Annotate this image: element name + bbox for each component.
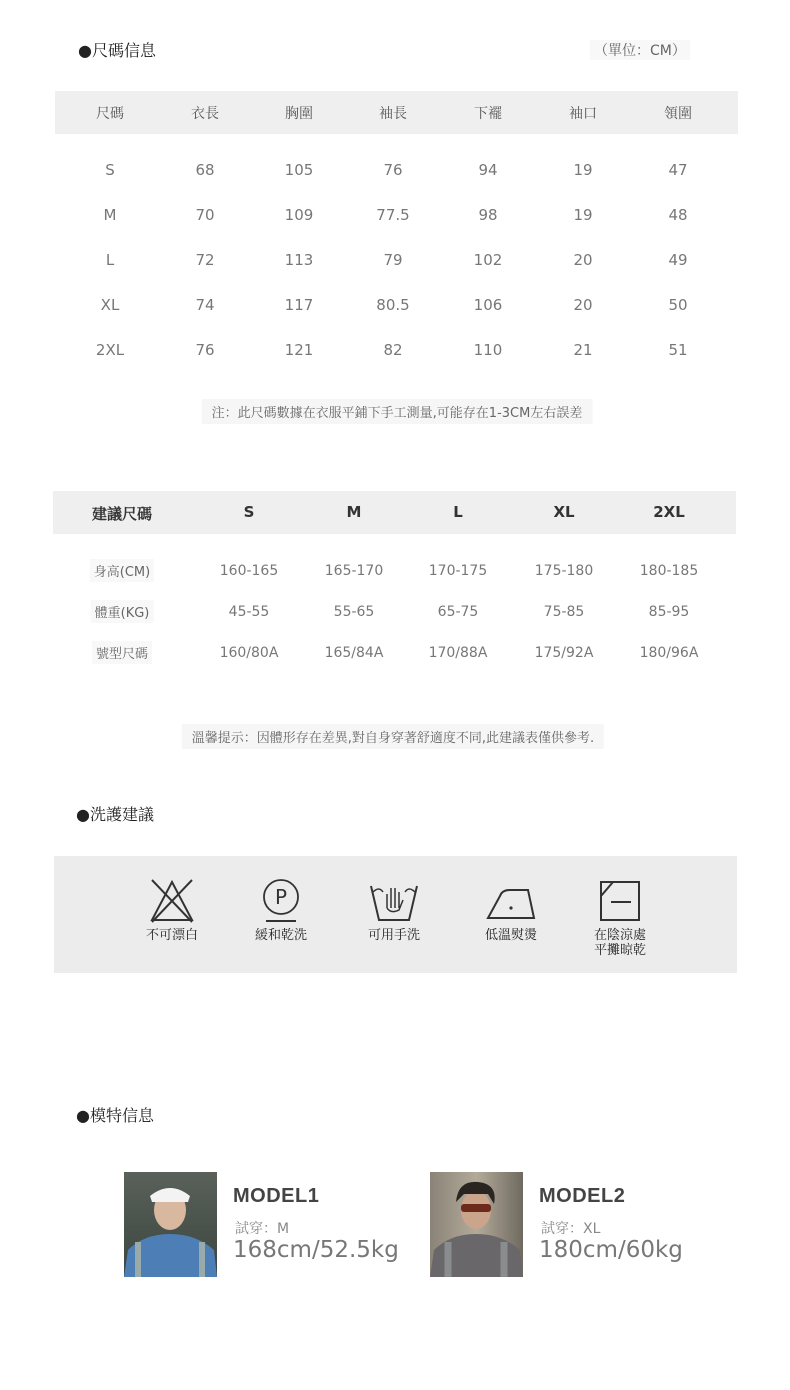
size-table-header-cell: 領圍: [664, 106, 692, 122]
model2-name: MODEL2: [539, 1185, 626, 1207]
recommend-cell: 75-85: [543, 604, 585, 620]
recommend-header-cell: M: [346, 503, 362, 521]
size-table-cell: 68: [195, 161, 215, 179]
size-table-cell: L: [105, 251, 115, 269]
size-table-cell: 19: [573, 206, 593, 224]
unit-label: （單位：CM）: [590, 40, 690, 60]
recommend-cell: 55-65: [333, 604, 375, 620]
size-table-cell: 49: [668, 251, 688, 269]
gentle-dry-clean-icon: [257, 878, 305, 924]
recommend-header-cell: 建議尺碼: [91, 505, 153, 523]
care-item: 可用手洗: [339, 878, 449, 943]
size-table-cell: 20: [573, 296, 593, 314]
recommend-header-cell: 2XL: [653, 503, 685, 521]
recommend-cell: 170-175: [428, 563, 488, 579]
model2-try-size: 試穿：XL: [541, 1221, 601, 1237]
measure-note: 注：此尺碼數據在衣服平鋪下手工測量,可能存在1-3CM左右誤差: [202, 399, 593, 424]
recommend-row-label: 號型尺碼: [92, 641, 152, 664]
size-table-cell: M: [103, 206, 117, 224]
size-table-cell: 109: [284, 206, 314, 224]
care-title: ●洗護建議: [76, 805, 154, 824]
size-table-cell: 21: [573, 341, 593, 359]
recommend-cell: 65-75: [437, 604, 479, 620]
size-table-cell: 113: [284, 251, 314, 269]
recommend-cell: 165-170: [324, 563, 384, 579]
care-item: 不可漂白: [117, 878, 227, 943]
size-table-cell: 110: [473, 341, 503, 359]
recommend-table-header: [53, 491, 736, 534]
size-table-header-cell: 胸圍: [285, 106, 313, 122]
care-item: 低溫熨燙: [456, 878, 566, 943]
size-table-cell: 2XL: [95, 341, 125, 359]
recommend-tip: 溫馨提示：因體形存在差異,對自身穿著舒適度不同,此建議表僅供參考.: [182, 724, 604, 749]
model1-try-size: 試穿：M: [235, 1221, 290, 1237]
size-table-cell: 48: [668, 206, 688, 224]
size-table-cell: XL: [100, 296, 120, 314]
recommend-header-cell: XL: [553, 503, 575, 521]
recommend-cell: 160-165: [219, 563, 279, 579]
size-table-cell: 50: [668, 296, 688, 314]
size-table-header-cell: 下襬: [474, 106, 502, 122]
size-table-header-cell: 袖口: [569, 106, 597, 122]
size-table-cell: 47: [668, 161, 688, 179]
size-table-cell: 76: [383, 161, 403, 179]
size-table-cell: 121: [284, 341, 314, 359]
recommend-cell: 85-95: [648, 604, 690, 620]
size-table-cell: 76: [195, 341, 215, 359]
size-table-cell: 117: [284, 296, 314, 314]
hand-wash-icon: [369, 878, 419, 924]
size-table-cell: 74: [195, 296, 215, 314]
size-table-cell: 77.5: [376, 206, 410, 224]
care-item: 在陰涼處 平攤晾乾: [565, 878, 675, 958]
size-table-header-cell: 尺碼: [96, 106, 124, 122]
size-table-cell: 106: [473, 296, 503, 314]
low-temp-iron-icon: [484, 878, 538, 924]
size-table-header-cell: 袖長: [379, 106, 407, 122]
size-table-cell: 94: [478, 161, 498, 179]
model1-photo: [124, 1172, 217, 1277]
model1-name: MODEL1: [233, 1185, 320, 1207]
recommend-cell: 180-185: [639, 563, 699, 579]
dry-flat-shade-icon: [597, 878, 643, 924]
care-panel: [54, 856, 737, 973]
model1-body: 168cm/52.5kg: [233, 1237, 399, 1263]
size-table-cell: S: [105, 161, 115, 179]
recommend-cell: 160/80A: [219, 645, 279, 661]
size-table-cell: 80.5: [376, 296, 410, 314]
size-table-header-cell: 衣長: [191, 106, 219, 122]
care-item: P 緩和乾洗: [226, 878, 336, 943]
recommend-row-label: 身高(CM): [90, 559, 154, 582]
model2-body: 180cm/60kg: [539, 1237, 683, 1263]
size-info-title: ●尺碼信息: [78, 41, 156, 60]
size-table-cell: 51: [668, 341, 688, 359]
recommend-cell: 45-55: [228, 604, 270, 620]
size-table-cell: 72: [195, 251, 215, 269]
model2-photo: [430, 1172, 523, 1277]
models-title: ●模特信息: [76, 1106, 154, 1125]
no-bleach-icon: [148, 878, 196, 924]
recommend-cell: 170/88A: [428, 645, 488, 661]
size-table-cell: 20: [573, 251, 593, 269]
size-table-cell: 82: [383, 341, 403, 359]
recommend-cell: 180/96A: [639, 645, 699, 661]
recommend-cell: 175/92A: [534, 645, 594, 661]
recommend-cell: 165/84A: [324, 645, 384, 661]
size-table-cell: 102: [473, 251, 503, 269]
svg-text:P: P: [274, 885, 288, 909]
recommend-header-cell: S: [243, 503, 255, 521]
recommend-header-cell: L: [453, 503, 463, 521]
size-table-cell: 105: [284, 161, 314, 179]
recommend-cell: 175-180: [534, 563, 594, 579]
recommend-row-label: 體重(KG): [91, 600, 154, 623]
size-table-cell: 79: [383, 251, 403, 269]
size-table-cell: 19: [573, 161, 593, 179]
size-table-cell: 70: [195, 206, 215, 224]
size-table-cell: 98: [478, 206, 498, 224]
